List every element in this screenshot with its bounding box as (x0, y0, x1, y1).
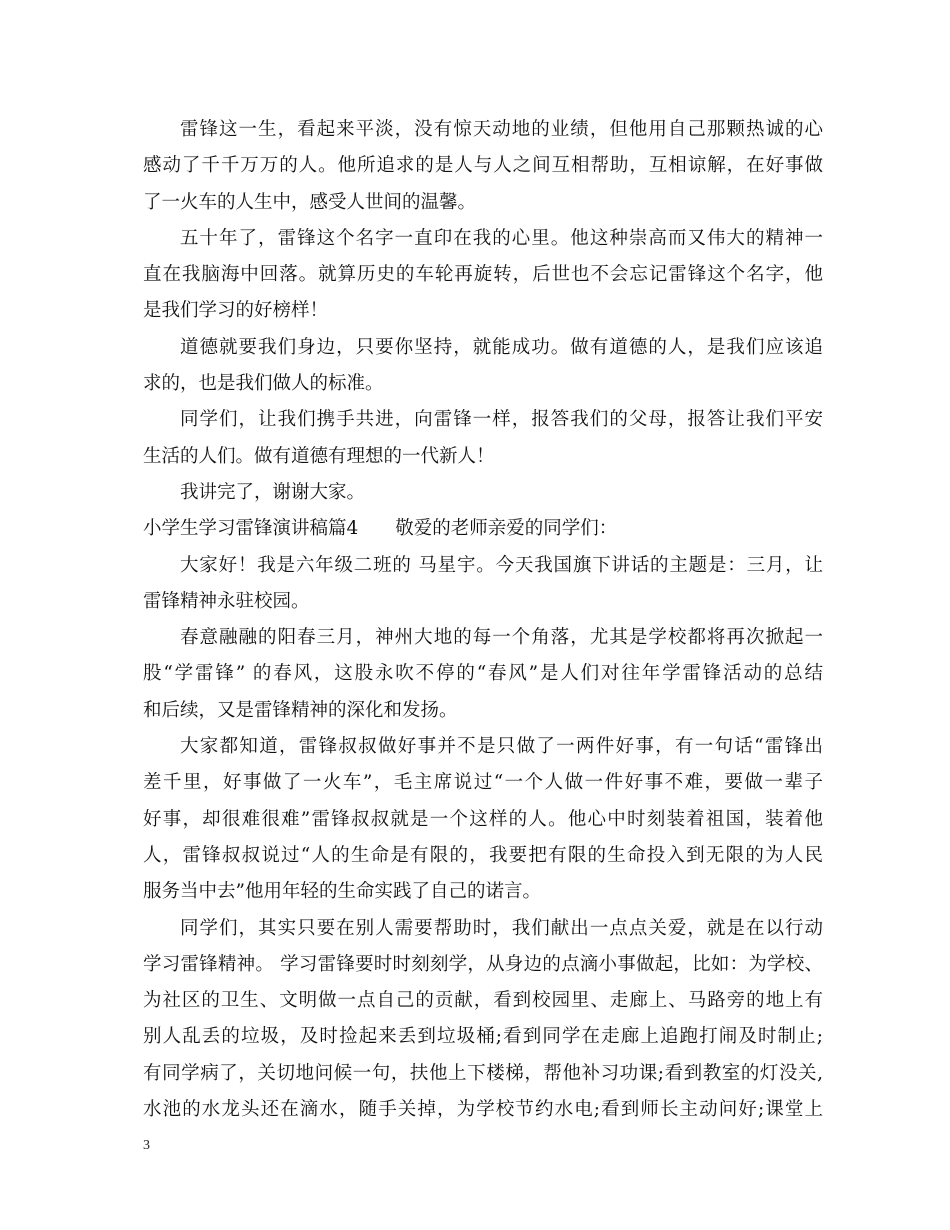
text-line: 春意融融的阳春三月，神州大地的每一个角落，尤其是学校都将再次掀起一 (180, 627, 823, 649)
text-line: 小学生学习雷锋演讲稿篇4 敬爱的老师亲爱的同学们： (143, 518, 618, 540)
document-body (143, 112, 823, 1128)
text-line: 了一火车的人生中，感受人世间的温馨。 (143, 191, 477, 213)
text-line: 别人乱丢的垃圾，及时捡起来丢到垃圾桶;看到同学在走廊上追跑打闹及时制止; (143, 1026, 823, 1048)
text-line: 是我们学习的好榜样！ (143, 300, 329, 322)
text-line: 我讲完了，谢谢大家。 (180, 481, 366, 503)
text-line: 同学们，其实只要在别人需要帮助时，我们献出一点点关爱，就是在以行动 (180, 917, 823, 939)
text-line: 直在我脑海中回落。就算历史的车轮再旋转，后世也不会忘记雷锋这个名字，他 (143, 264, 823, 286)
text-line: 服务当中去”他用年轻的生命实践了自己的诺言。 (143, 881, 541, 903)
text-line: 差千里，好事做了一火车”，毛主席说过“一个人做一件好事不难，要做一辈子 (143, 772, 823, 794)
text-line: 生活的人们。做有道德有理想的一代新人！ (143, 445, 495, 467)
text-line: 雷锋精神永驻校园。 (143, 590, 310, 612)
text-line: 道德就要我们身边，只要你坚持，就能成功。做有道德的人，是我们应该追 (180, 336, 823, 358)
text-line: 为社区的卫生、文明做一点自己的贡献，看到校园里、走廊上、马路旁的地上有 (143, 990, 823, 1012)
text-line: 大家都知道，雷锋叔叔做好事并不是只做了一两件好事，有一句话“雷锋出 (180, 736, 823, 758)
text-line: 感动了千千万万的人。他所追求的是人与人之间互相帮助，互相谅解，在好事做 (143, 155, 823, 177)
text-line: 水池的水龙头还在滴水，随手关掉，为学校节约水电;看到师长主动问好;课堂上 (143, 1099, 823, 1121)
text-line: 雷锋这一生，看起来平淡，没有惊天动地的业绩，但他用自己那颗热诚的心 (180, 119, 823, 140)
text-line: 人，雷锋叔叔说过“人的生命是有限的，我要把有限的生命投入到无限的为人民 (143, 844, 823, 866)
text-line: 和后续，又是雷锋精神的深化和发扬。 (143, 699, 458, 721)
text-line: 同学们，让我们携手共进，向雷锋一样，报答我们的父母，报答让我们平安 (180, 409, 823, 431)
text-line: 大家好！我是六年级二班的 马星宇。今天我国旗下讲话的主题是：三月，让 (180, 554, 823, 576)
text-line: 有同学病了，关切地问候一句，扶他上下楼梯，帮他补习功课;看到教室的灯没关, (143, 1062, 823, 1084)
text-line: 学习雷锋精神。 学习雷锋要时时刻刻学，从身边的点滴小事做起，比如：为学校、 (143, 953, 823, 975)
text-line: 股“学雷锋” 的春风，这股永吹不停的“春风”是人们对往年学雷锋活动的总结 (143, 663, 823, 685)
text-line: 好事，却很难很难”雷锋叔叔就是一个这样的人。他心中时刻装着祖国，装着他 (143, 808, 823, 830)
page-number: 3 (143, 1138, 150, 1153)
text-line: 五十年了，雷锋这个名字一直印在我的心里。他这种崇高而又伟大的精神一 (180, 227, 823, 249)
text-line: 求的，也是我们做人的标准。 (143, 373, 384, 395)
